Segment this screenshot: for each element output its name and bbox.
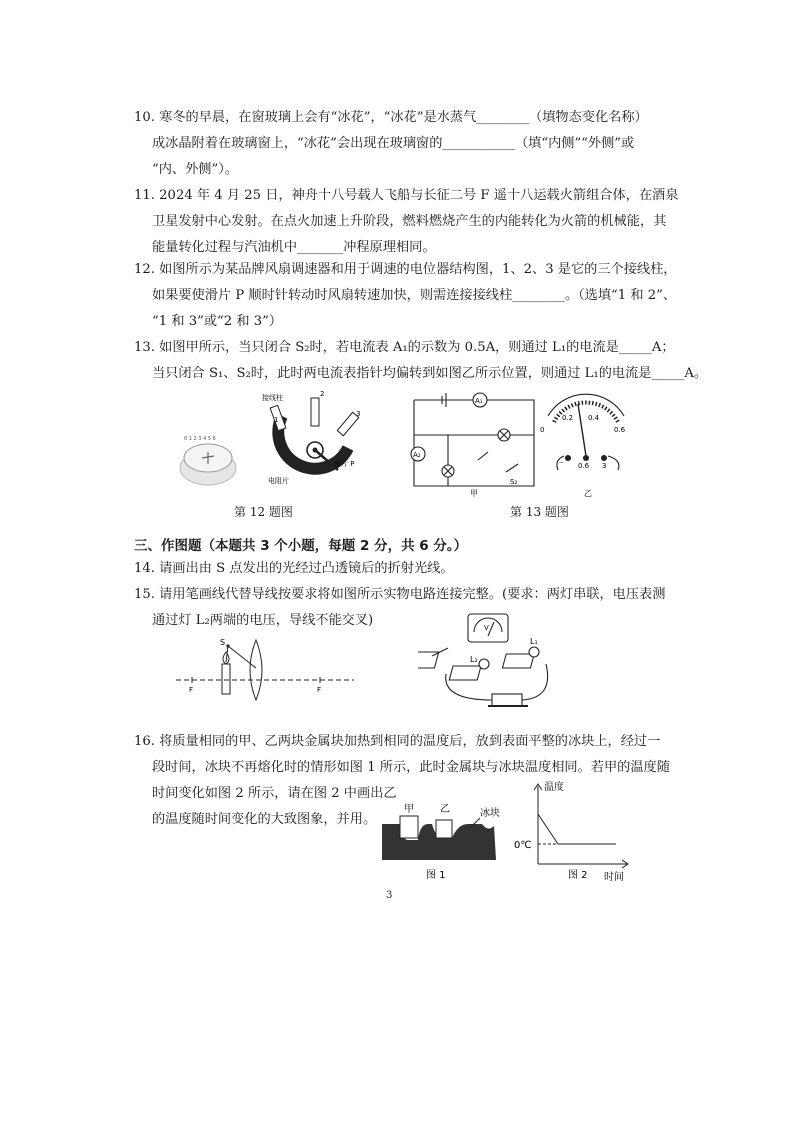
fig16-cap2: 图 2: [568, 870, 588, 881]
figure-16-2: [514, 780, 634, 882]
fig16-ylabel: 温度: [544, 782, 564, 793]
dial-terminal-3: 3: [602, 462, 607, 470]
fig16-yi: 乙: [440, 804, 450, 815]
fig13-yi: 乙: [584, 489, 592, 498]
figure-15-circuit: [418, 610, 558, 712]
figure-13: [408, 390, 638, 500]
fig16-zero: 0℃: [514, 840, 532, 851]
fig15-l1: L₁: [530, 637, 538, 646]
fig16-cap1: 图 1: [426, 870, 446, 881]
fig13-caption: 第 13 题图: [510, 505, 569, 519]
q10-line1: 10. 寒冬的早晨，在窗玻璃上会有“冰花”，“冰花”是水蒸气________（填物态变化名称）: [134, 110, 648, 125]
jia-temperature-curve: [538, 814, 614, 844]
q15-line1: 15. 请用笔画线代替导线按要求将如图所示实物电路连接完整。(要求：两灯串联，电压表测: [134, 587, 666, 602]
fig13-s2: S₂: [510, 478, 518, 486]
dial-0-6: 0.6: [614, 426, 626, 434]
fig12-num-3: 3: [356, 410, 361, 418]
svg-text:0 1 2 3 4 5 6: 0 1 2 3 4 5 6: [184, 436, 216, 442]
fig12-num-2: 2: [320, 390, 325, 398]
question-10: [134, 105, 654, 183]
q13-line1: 13. 如图甲所示，当只闭合 S₂时，若电流表 A₁的示数为 0.5A，则通过 L₁的电流是_____A；: [134, 340, 675, 355]
q11-line3: 能量转化过程与汽油机中_______冲程原理相同。: [152, 240, 436, 255]
question-11: [134, 183, 679, 261]
q14-line1: 14. 请画出由 S 点发出的光经过凸透镜后的折射光线。: [134, 561, 454, 576]
q12-line2: 如果要使滑片 P 顺时针转动时风扇转速加快，则需连接接线柱________。（选填“1 和 2”、: [152, 288, 677, 303]
circuit-jia: [411, 393, 534, 486]
question-13: [134, 335, 708, 387]
fig14-f-left: F: [189, 686, 194, 694]
fig14-f-right: F: [317, 686, 322, 694]
fig16-jia: 甲: [404, 804, 414, 815]
dial-terminal-minus: –: [560, 458, 564, 466]
fig12-resistor-label: 电阻片: [268, 477, 289, 485]
q16-line4: 的温度随时间变化的大致图象，并用。: [152, 812, 377, 827]
question-12: [134, 257, 677, 335]
q16-line3: 时间变化如图 2 所示，请在图 2 中画出乙: [152, 786, 397, 801]
dial-0: 0: [540, 426, 545, 434]
figure-14-lens: [176, 636, 356, 702]
q16-line1: 16. 将质量相同的甲、乙两块金属块加热到相同的温度后，放到表面平整的冰块上，经过一: [134, 734, 661, 749]
q13-line2: 当只闭合 S₁、S₂时，此时两电流表指针均偏转到如图乙所示位置，则通过 L₁的电流是_____A。: [152, 366, 708, 381]
fan-speed-knob: [180, 436, 236, 485]
q12-line1: 12. 如图所示为某品牌风扇调速器和用于调速的电位器结构图，1、2、3 是它的三个接线柱，: [134, 262, 677, 277]
dial-0-2: 0.2: [562, 414, 574, 422]
fig15-l2: L₂: [470, 655, 478, 664]
q12-line3: “1 和 3”或“2 和 3”）: [152, 314, 283, 329]
figure-16-1: [378, 798, 508, 882]
figure-12: [170, 388, 370, 498]
fig13-a1: A₁: [475, 397, 483, 405]
fig12-terminal-label: 接线柱: [262, 394, 283, 402]
fig12-caption: 第 12 题图: [234, 505, 293, 519]
fig12-slider-label: 滑片 P: [334, 460, 355, 468]
q10-line2: 成冰晶附着在玻璃窗上，“冰花”会出现在玻璃窗的___________（填“内侧”“外侧”或: [152, 136, 635, 151]
q10-line3: “内、外侧”）。: [152, 162, 239, 177]
fig16-ice: 冰块: [480, 808, 500, 819]
q11-line2: 卫星发射中心发射。在点火加速上升阶段，燃料燃烧产生的内能转化为火箭的机械能，其: [152, 214, 667, 229]
question-15: [134, 582, 666, 634]
q16-line2: 段时间，冰块不再熔化时的情形如图 1 所示，此时金属块与冰块温度相同。若甲的温度随: [152, 760, 670, 775]
section-3-heading: 三、作图题（本题共 3 个小题，每题 2 分，共 6 分。）: [134, 538, 468, 554]
q11-line1: 11. 2024 年 4 月 25 日，神舟十八号载人飞船与长征二号 F 遥十八运载火箭组合体，在酒泉: [134, 188, 679, 203]
dial-terminal-06: 0.6: [578, 462, 590, 470]
fig16-xlabel: 时间: [604, 872, 624, 882]
page-number: 3: [386, 890, 393, 901]
fig14-s: S: [220, 638, 226, 647]
question-14: [134, 556, 654, 582]
fig15-v: V: [484, 624, 489, 632]
fig12-num-1: 1: [274, 416, 279, 424]
fig13-a2: A₂: [413, 451, 421, 459]
q15-line2: 通过灯 L₂两端的电压，导线不能交叉): [152, 613, 374, 628]
fig13-jia: 甲: [470, 489, 478, 498]
dial-0-4: 0.4: [588, 414, 600, 422]
